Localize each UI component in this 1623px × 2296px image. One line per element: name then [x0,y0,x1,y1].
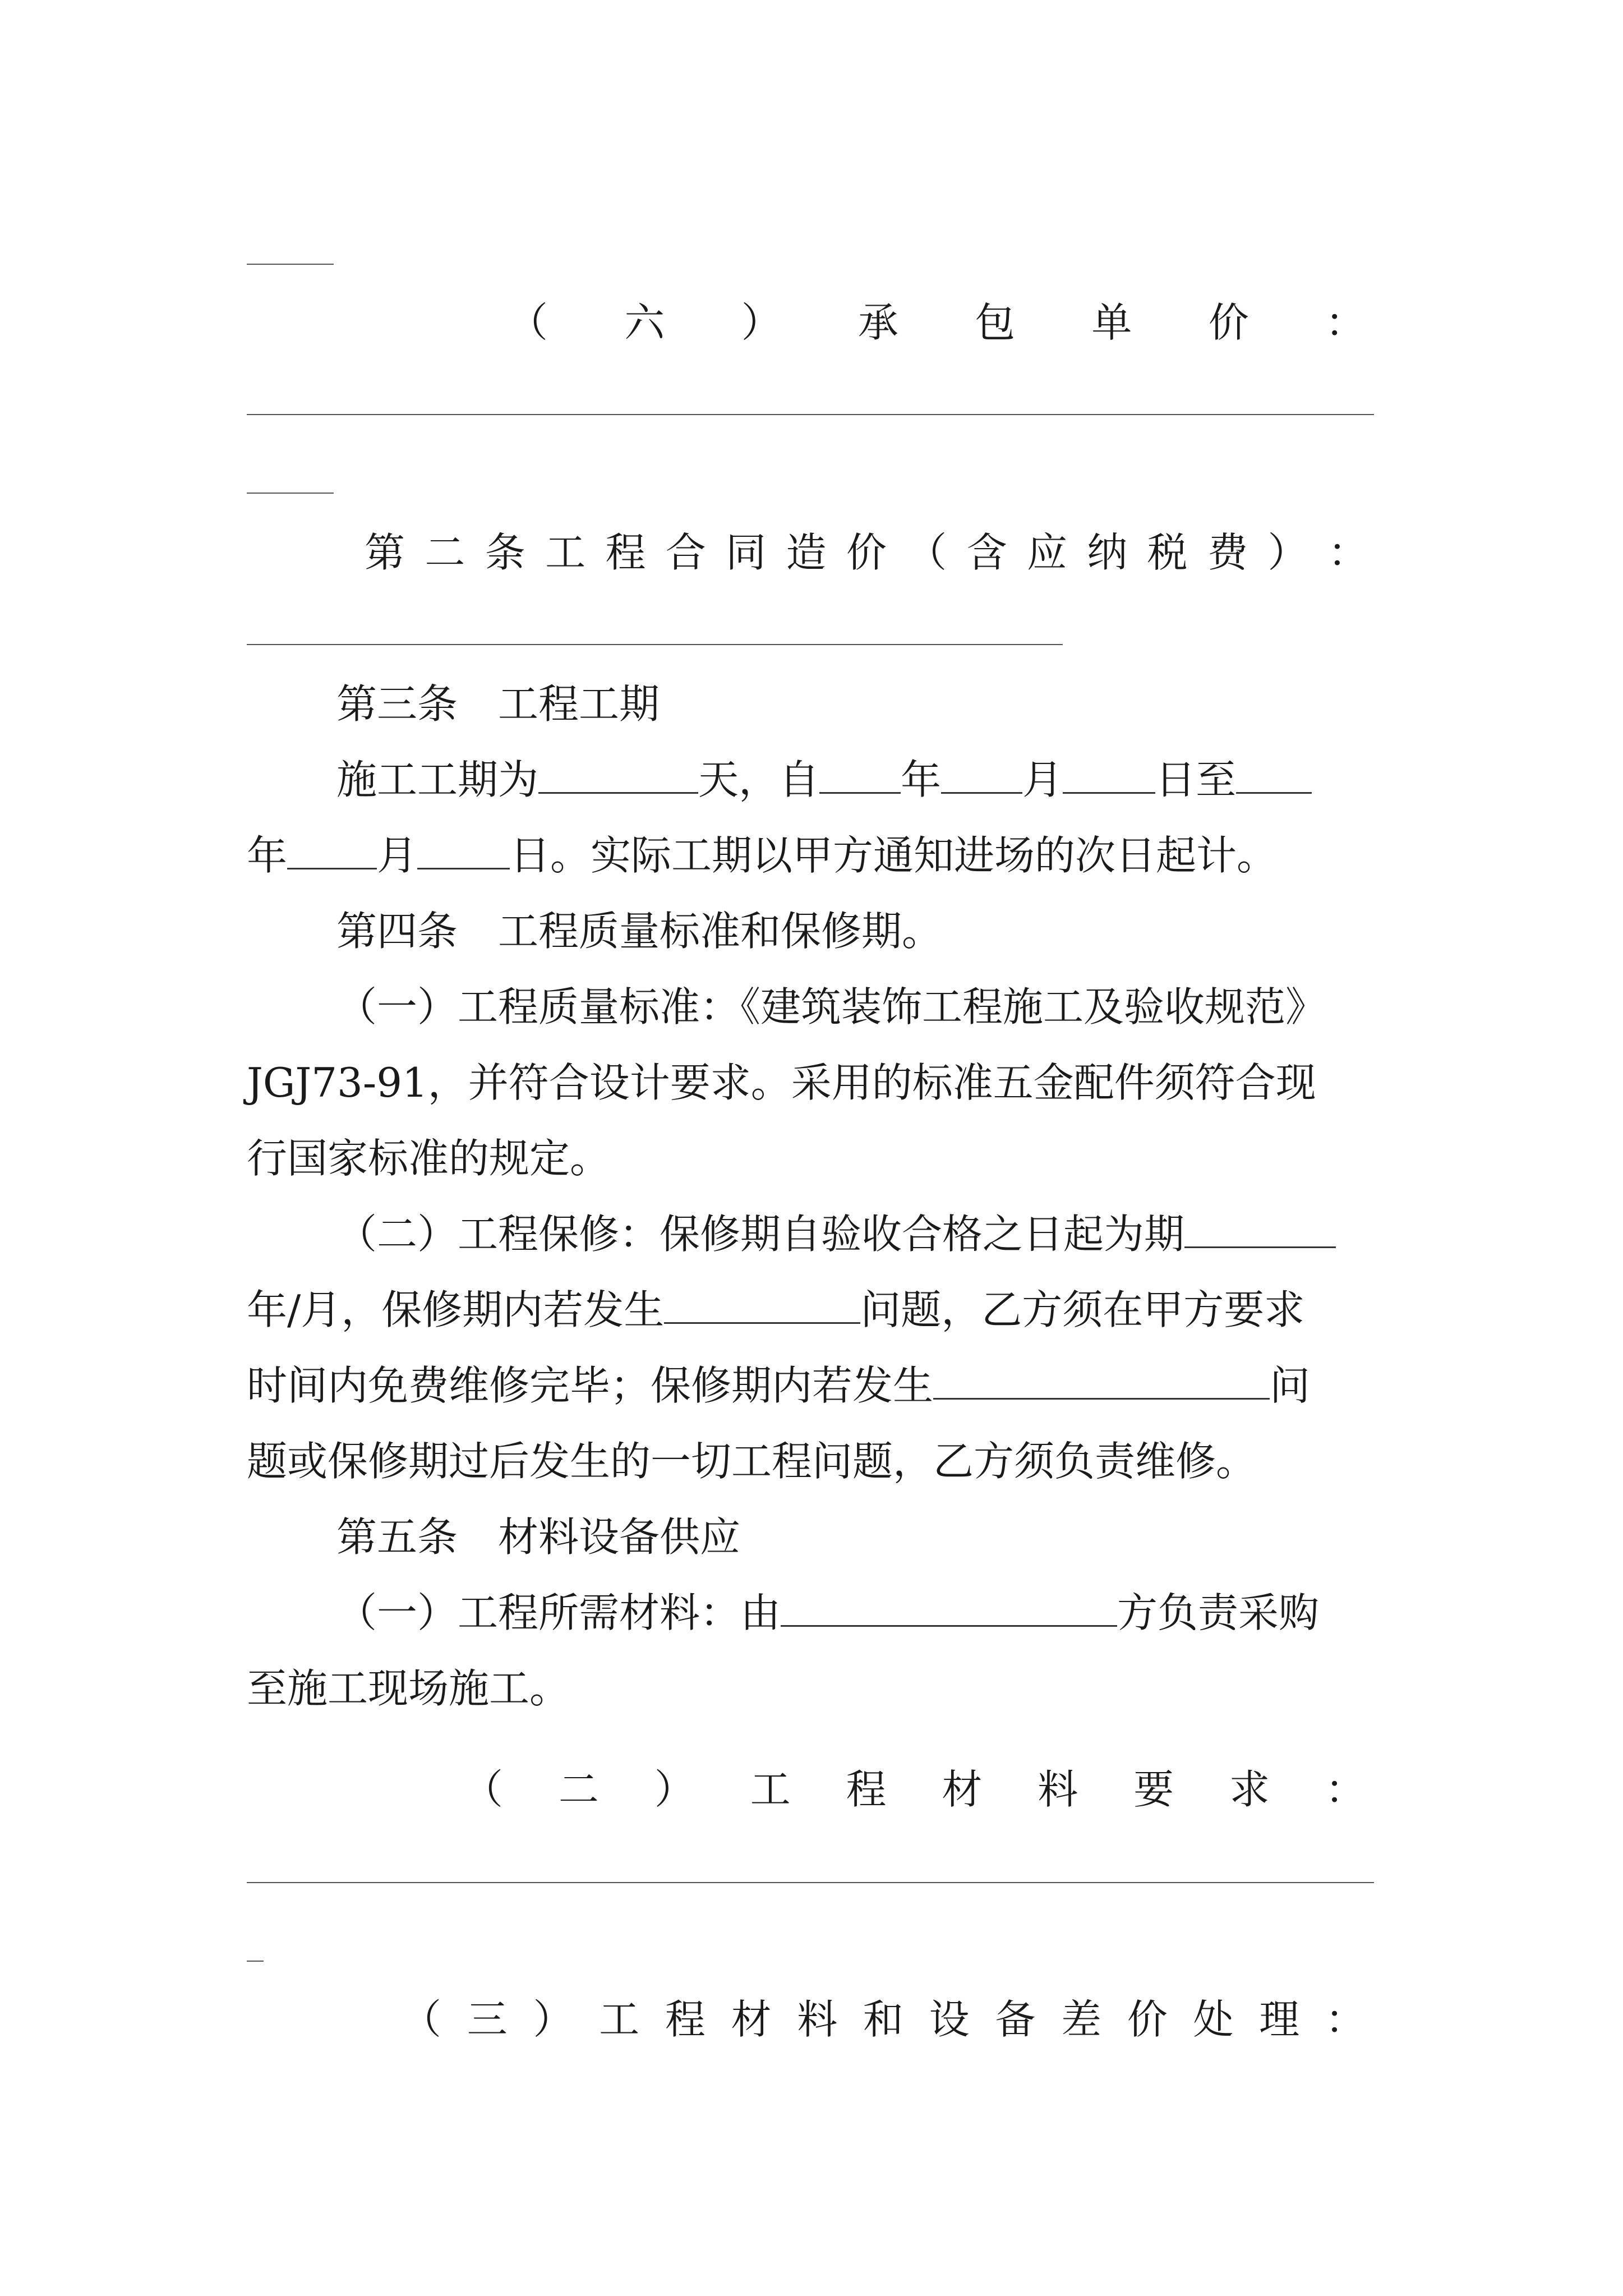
spread-char: 六 [624,299,665,346]
spread-char: （ [508,299,548,346]
spread-char: 价 [846,529,887,576]
spread-char: 料 [1038,1766,1078,1813]
spread-char: 程 [665,1996,706,2043]
spread-char: 处 [1193,1996,1234,2043]
blank-field [1063,756,1155,794]
spread-char: 承 [857,299,898,346]
spread-char: ： [1325,1766,1366,1813]
article-3-paragraph-line [336,754,1312,805]
spread-char: 设 [929,1996,970,2043]
article-3-paragraph-line [247,830,1277,881]
quality-standard-line: （一）工程质量标准：《建筑装饰工程施工及验收规范》 [336,983,1326,1030]
spread-char: （ [906,529,947,576]
text-fragment: 日。实际工期以甲方通知进场的次日起计。 [510,832,1278,879]
spread-char: ） [741,299,782,346]
clause-material-requirements [463,1764,1366,1815]
spread-char: 纳 [1087,529,1128,576]
blank-field [664,1286,860,1324]
spread-char: 理 [1259,1996,1300,2043]
spread-char: ） [654,1766,695,1813]
blank-field [538,756,698,794]
warranty-line: 题或保修期过后发生的一切工程问题，乙方须负责维修。 [247,1438,1257,1485]
spread-char: ： [1327,529,1368,576]
spread-char: 含 [966,529,1007,576]
text-fragment: 方负责采购 [1117,1589,1320,1636]
spread-char: 料 [797,1996,838,2043]
spread-char: 同 [726,529,767,576]
spread-char: ） [533,1996,574,2043]
spread-char: 价 [1208,299,1249,346]
clause-price-difference [401,1994,1366,2045]
spread-char: （ [463,1766,504,1813]
spread-char: 税 [1147,529,1188,576]
text-fragment: 天，自 [698,756,820,803]
spread-char: ： [1325,299,1366,346]
spread-char: 条 [485,529,525,576]
warranty-line [247,1360,1310,1411]
spread-char: 价 [1127,1996,1168,2043]
text-fragment: 年 [901,756,942,803]
spread-char: 包 [975,299,1016,346]
fill-line [247,264,334,265]
article-3-title: 第三条 工程工期 [336,680,660,728]
fill-line [247,414,1374,415]
text-fragment: 月 [1022,756,1063,803]
fill-line [247,493,334,494]
blank-field [781,1589,1117,1627]
spread-char: 工 [599,1996,640,2043]
spread-char: 三 [467,1996,508,2043]
text-fragment: 年 [247,832,288,879]
spread-char: 材 [942,1766,983,1813]
quality-standard-line: 行国家标准的规定。 [247,1135,611,1182]
spread-char: 差 [1061,1996,1102,2043]
blank-field [933,1362,1270,1400]
blank-field [1236,756,1312,794]
spread-char: 工 [750,1766,791,1813]
article-5-title: 第五条 材料设备供应 [336,1513,741,1561]
article-4-title: 第四条 工程质量标准和保修期。 [336,908,943,955]
text-fragment: 时间内免费维修完毕；保修期内若发生 [247,1362,934,1409]
fill-line [247,644,1063,645]
text-fragment: 日至 [1155,756,1237,803]
blank-field [287,832,377,869]
spread-char: 程 [846,1766,887,1813]
spread-char: ： [1325,1996,1366,2043]
spread-char: 求 [1229,1766,1270,1813]
spread-char: 备 [995,1996,1036,2043]
blank-field [1184,1211,1336,1248]
spread-char: 二 [558,1766,599,1813]
spread-char: 要 [1133,1766,1174,1813]
material-supply-line [336,1588,1319,1638]
text-fragment: 施工工期为 [336,756,539,803]
blank-field [417,832,510,869]
text-fragment: 问 [1270,1362,1311,1409]
spread-char: 合 [665,529,706,576]
material-supply-line: 至施工现场施工。 [247,1665,570,1712]
spread-char: 工 [545,529,586,576]
spread-char: 和 [863,1996,903,2043]
text-fragment: 问题，乙方须在甲方要求 [860,1286,1305,1333]
spread-char: 材 [731,1996,772,2043]
text-fragment: 年/月，保修期内若发生 [247,1286,665,1333]
text-fragment: 月 [377,832,418,879]
fill-line [247,1882,1374,1883]
warranty-line [247,1285,1304,1335]
blank-field [819,756,901,794]
spread-char: 应 [1026,529,1067,576]
clause-unit-price [508,297,1366,348]
spread-char: 第 [365,529,405,576]
article-2-heading [365,527,1368,578]
spread-char: ） [1267,529,1308,576]
text-fragment: （一）工程所需材料：由 [336,1589,781,1636]
spread-char: 造 [786,529,827,576]
text-fragment: （二）工程保修：保修期自验收合格之日起为期 [336,1211,1185,1258]
blank-field [941,756,1022,794]
spread-char: 单 [1091,299,1132,346]
spread-char: （ [401,1996,442,2043]
spread-char: 二 [425,529,465,576]
warranty-line [336,1209,1336,1259]
spread-char: 费 [1207,529,1248,576]
spread-char: 程 [605,529,646,576]
fill-line [247,1961,264,1962]
quality-standard-line: JGJ73-91，并符合设计要求。采用的标准五金配件须符合现 [247,1059,1316,1106]
